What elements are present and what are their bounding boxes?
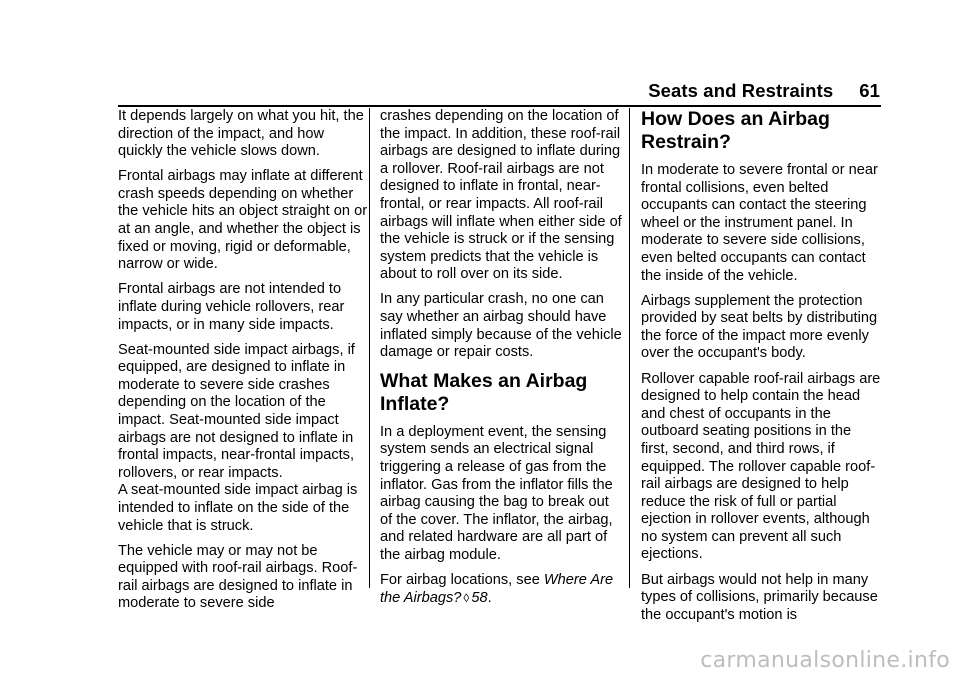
paragraph: Rollover capable roof-rail airbags are designed to help contain the head and chest of occupants in the outboard seating positions in the first, second, and third rows, if equipped. The rollover capable roof-rail airbags are designed to help reduce the risk of full or partial ejection in rollover events, although no system can prevent all such ejections. <box>641 370 881 563</box>
paragraph: It depends largely on what you hit, the direction of the impact, and how quickly the vehicle slows down. <box>118 108 364 160</box>
reference-prefix: For airbag locations, see <box>380 572 544 589</box>
column-3 <box>641 108 881 623</box>
paragraph-cross-reference <box>380 572 622 607</box>
paragraph: The vehicle may or may not be equipped with roof-rail airbags. Roof-rail airbags are designed to inflate in moderate to severe side <box>118 542 358 612</box>
page-number: 61 <box>859 80 880 101</box>
paragraph: In moderate to severe frontal or near frontal collisions, even belted occupants can contact the steering wheel or the instrument panel. In moderate to severe side collisions, even belted occupants can contact the inside of the vehicle. <box>641 162 878 284</box>
paragraph: Seat-mounted side impact airbags, if equipped, are designed to inflate in moderate to severe side crashes depending on the location of the impact. Seat-mounted side impact airbags are not designed to inflate in frontal impacts, near-frontal impacts, rollovers, or rear impacts. <box>118 341 355 481</box>
paragraph: Frontal airbags may inflate at different crash speeds depending on whether the vehicle hits an object straight on or at an angle, and whether the object is fixed or moving, rigid or deformable, narrow or wide. <box>118 168 368 273</box>
paragraph: In any particular crash, no one can say whether an airbag should have inflated simply because of the vehicle damage or repair costs. <box>380 291 622 361</box>
section-title: Seats and Restraints <box>648 80 834 101</box>
paragraph: A seat-mounted side impact airbag is intended to inflate on the side of the vehicle that is struck. <box>118 482 358 534</box>
watermark: carmanualsonline.info <box>700 648 950 673</box>
cross-reference-link[interactable]: Where Are the Airbags? <box>380 572 614 606</box>
page-reference-icon: ◊ <box>463 590 470 605</box>
paragraph: But airbags would not help in many types of collisions, primarily because the occupant's motion is <box>641 571 878 623</box>
column-divider <box>369 108 370 588</box>
paragraph: crashes depending on the location of the impact. In addition, these roof-rail airbags are designed to inflate during a rollover. Roof-rail airbags are not designed to inflate in frontal, near-frontal, or rear impacts. All roof-rail airbags will inflate when either side of the vehicle is struck or if the sensing system predicts that the vehicle is about to roll over on its side. <box>380 108 622 283</box>
page-header <box>0 80 880 104</box>
section-heading: How Does an Airbag Restrain? <box>641 108 830 153</box>
reference-page[interactable]: 58 <box>471 589 488 606</box>
paragraph: In a deployment event, the sensing system sends an electrical signal triggering a release of gas from the inflator. Gas from the inflator fills the airbag causing the bag to break out of the cover. The inflator, the airbag, and related hardware are all part of the airbag module. <box>380 423 613 563</box>
reference-suffix: . <box>487 589 492 606</box>
paragraph: Airbags supplement the protection provided by seat belts by distributing the force of the impact more evenly over the occupant's body. <box>641 292 878 362</box>
column-1 <box>118 108 368 612</box>
header-rule <box>118 105 881 107</box>
section-heading: What Makes an Airbag Inflate? <box>380 369 588 415</box>
column-2 <box>380 108 622 606</box>
paragraph: Frontal airbags are not intended to inflate during vehicle rollovers, rear impacts, or in many side impacts. <box>118 281 345 333</box>
column-divider <box>629 108 630 588</box>
